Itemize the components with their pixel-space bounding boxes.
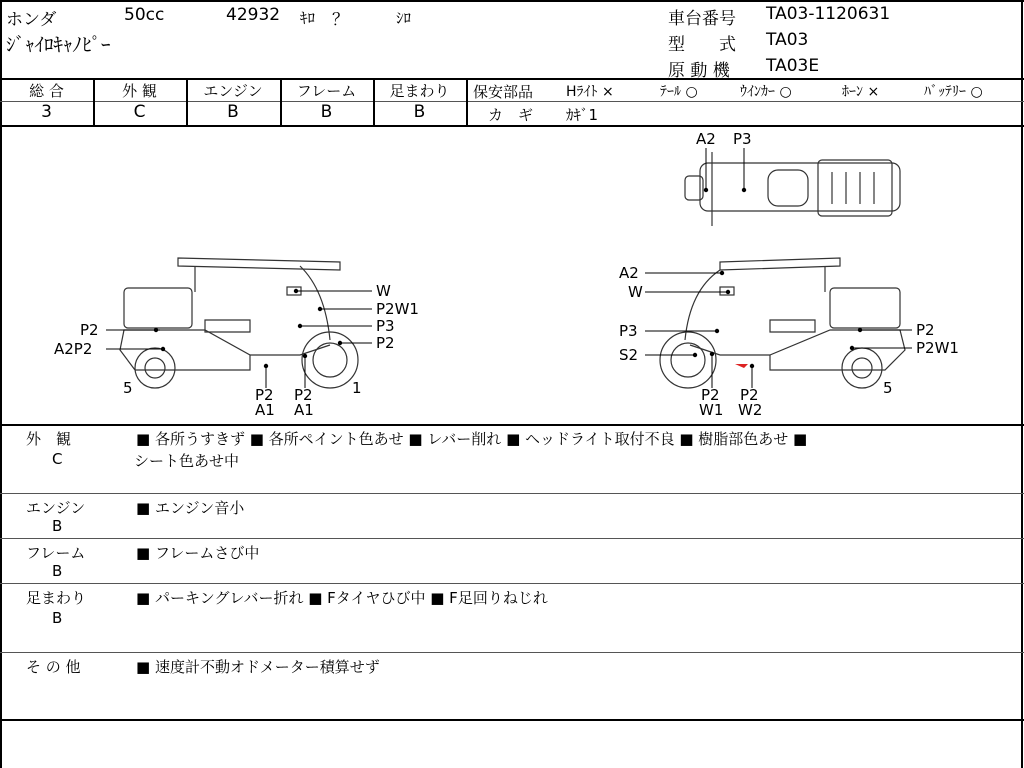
note-grade-frame: B — [52, 562, 63, 580]
engine-model-label: 原 動 機 — [668, 61, 730, 81]
mileage: 42932 — [226, 5, 281, 25]
mileage-flag: ？ — [332, 10, 349, 30]
note-grade-suspension: B — [52, 609, 63, 627]
diagram-label: P2 — [294, 386, 313, 404]
note-grade-engine: B — [52, 517, 63, 535]
grade-value-engine: B — [227, 102, 239, 122]
diagram-label: 5 — [123, 379, 133, 397]
model-name: ｼﾞｬｲﾛｷｬﾉﾋﾟｰ — [6, 34, 111, 56]
safety-item-winker — [740, 81, 792, 101]
grade-value-frame: B — [320, 102, 333, 122]
note-label-exterior: 外 観 — [26, 430, 72, 448]
diagram-label: P3 — [376, 317, 395, 335]
safety-item-name: ﾎｰﾝ — [842, 84, 863, 100]
note-label-other: そ の 他 — [26, 658, 81, 676]
safety-item-name: ﾊﾞｯﾃﾘｰ — [924, 84, 966, 100]
safety-item-headlight — [566, 81, 614, 101]
safety-item-name: ﾃｰﾙ — [660, 84, 681, 100]
diagram-label: W1 — [699, 401, 724, 419]
right-side-view-drawing — [660, 258, 905, 388]
note-text-frame: ■ フレームさび中 — [136, 544, 260, 562]
diagram-label: A2P2 — [54, 340, 93, 358]
type-label: 型 式 — [668, 35, 736, 55]
note-text-other: ■ 速度計不動オドメーター積算せず — [136, 658, 380, 676]
safety-item-horn — [842, 81, 879, 101]
diagram-label: A2 — [619, 264, 639, 282]
diagram-label: P2 — [740, 386, 759, 404]
safety-item-mark: ○ — [970, 84, 983, 100]
diagram-label: A1 — [294, 401, 314, 419]
notes-top-line — [0, 424, 1024, 426]
grade-label-suspension: 足まわり — [389, 82, 450, 100]
scooter-diagram — [0, 126, 1024, 424]
note-text-engine: ■ エンジン音小 — [136, 499, 245, 517]
note-grade-exterior: C — [52, 450, 63, 468]
safety-item-name: Hﾗｲﾄ — [566, 84, 598, 100]
key-value: ｶｷﾞ1 — [566, 106, 599, 124]
diagram-label: P2 — [916, 321, 935, 339]
grade-label-overall: 総 合 — [29, 82, 64, 100]
note-text-exterior: ■ 各所うすきず ■ 各所ペイント色あせ ■ レバー削れ ■ ヘッドライト取付不良 ■ 樹脂部色あせ ■ — [136, 430, 808, 448]
note-text-exterior-2: シート色あせ中 — [134, 452, 240, 470]
chassis-value: TA03-1120631 — [766, 4, 891, 24]
notes-divider — [0, 583, 1024, 584]
safety-item-mark: ○ — [685, 84, 698, 100]
diagram-label: P2 — [80, 321, 99, 339]
note-label-suspension: 足まわり — [26, 589, 87, 607]
diagram-label: P2W1 — [916, 339, 959, 357]
diagram-labels — [54, 130, 959, 419]
notes-bottom-line — [0, 719, 1024, 721]
diagram-label: W — [376, 282, 391, 300]
diagram-label: S2 — [619, 346, 639, 364]
note-text-suspension: ■ パーキングレバー折れ ■ Fタイヤひび中 ■ F足回りねじれ — [136, 589, 548, 607]
notes-divider — [0, 493, 1024, 494]
diagram-label: 1 — [352, 379, 362, 397]
diagram-label: W2 — [738, 401, 763, 419]
type-value: TA03 — [766, 30, 809, 50]
safety-item-mark: ○ — [779, 84, 792, 100]
safety-item-mark: × — [867, 84, 880, 100]
grade-value-suspension: B — [413, 102, 426, 122]
frame-top — [0, 0, 1024, 2]
mileage-unit: ｷﾛ — [300, 9, 316, 27]
grade-divider — [466, 78, 468, 126]
chassis-label: 車台番号 — [668, 9, 736, 29]
engine-model-value: TA03E — [766, 56, 820, 76]
diagram-label: P3 — [619, 322, 638, 340]
defect-dots — [154, 188, 862, 368]
maker: ホンダ — [6, 10, 57, 30]
safety-label: 保安部品 — [473, 83, 534, 101]
diagram-label: 5 — [883, 379, 893, 397]
body-color: ｼﾛ — [396, 9, 412, 27]
diagram-label: P2W1 — [376, 300, 419, 318]
red-mark — [735, 364, 748, 368]
note-label-frame: フレーム — [26, 544, 86, 562]
grade-value-overall: 3 — [41, 102, 52, 122]
notes-divider — [0, 538, 1024, 539]
safety-item-name: ｳｲﾝｶｰ — [740, 84, 775, 100]
diagram-label: A2 — [696, 130, 716, 148]
diagram-label: P2 — [701, 386, 720, 404]
safety-item-battery — [924, 81, 983, 101]
key-label: カ ギ — [488, 106, 534, 124]
notes-divider — [0, 652, 1024, 653]
diagram-label: A1 — [255, 401, 275, 419]
diagram-label: P2 — [255, 386, 274, 404]
grade-label-frame: フレーム — [296, 82, 357, 100]
diagram-label: P2 — [376, 334, 395, 352]
diagram-label: P3 — [733, 130, 752, 148]
grade-value-exterior: C — [133, 102, 146, 122]
note-label-engine: エンジン — [26, 499, 86, 517]
left-side-view-drawing — [120, 258, 358, 388]
safety-item-tail — [660, 81, 698, 101]
safety-item-mark: × — [601, 84, 614, 100]
diagram-label: W — [628, 283, 643, 301]
displacement: 50cc — [124, 5, 165, 25]
grade-label-engine: エンジン — [203, 82, 263, 100]
grade-label-exterior: 外 観 — [122, 82, 157, 100]
top-view-drawing — [685, 152, 900, 226]
